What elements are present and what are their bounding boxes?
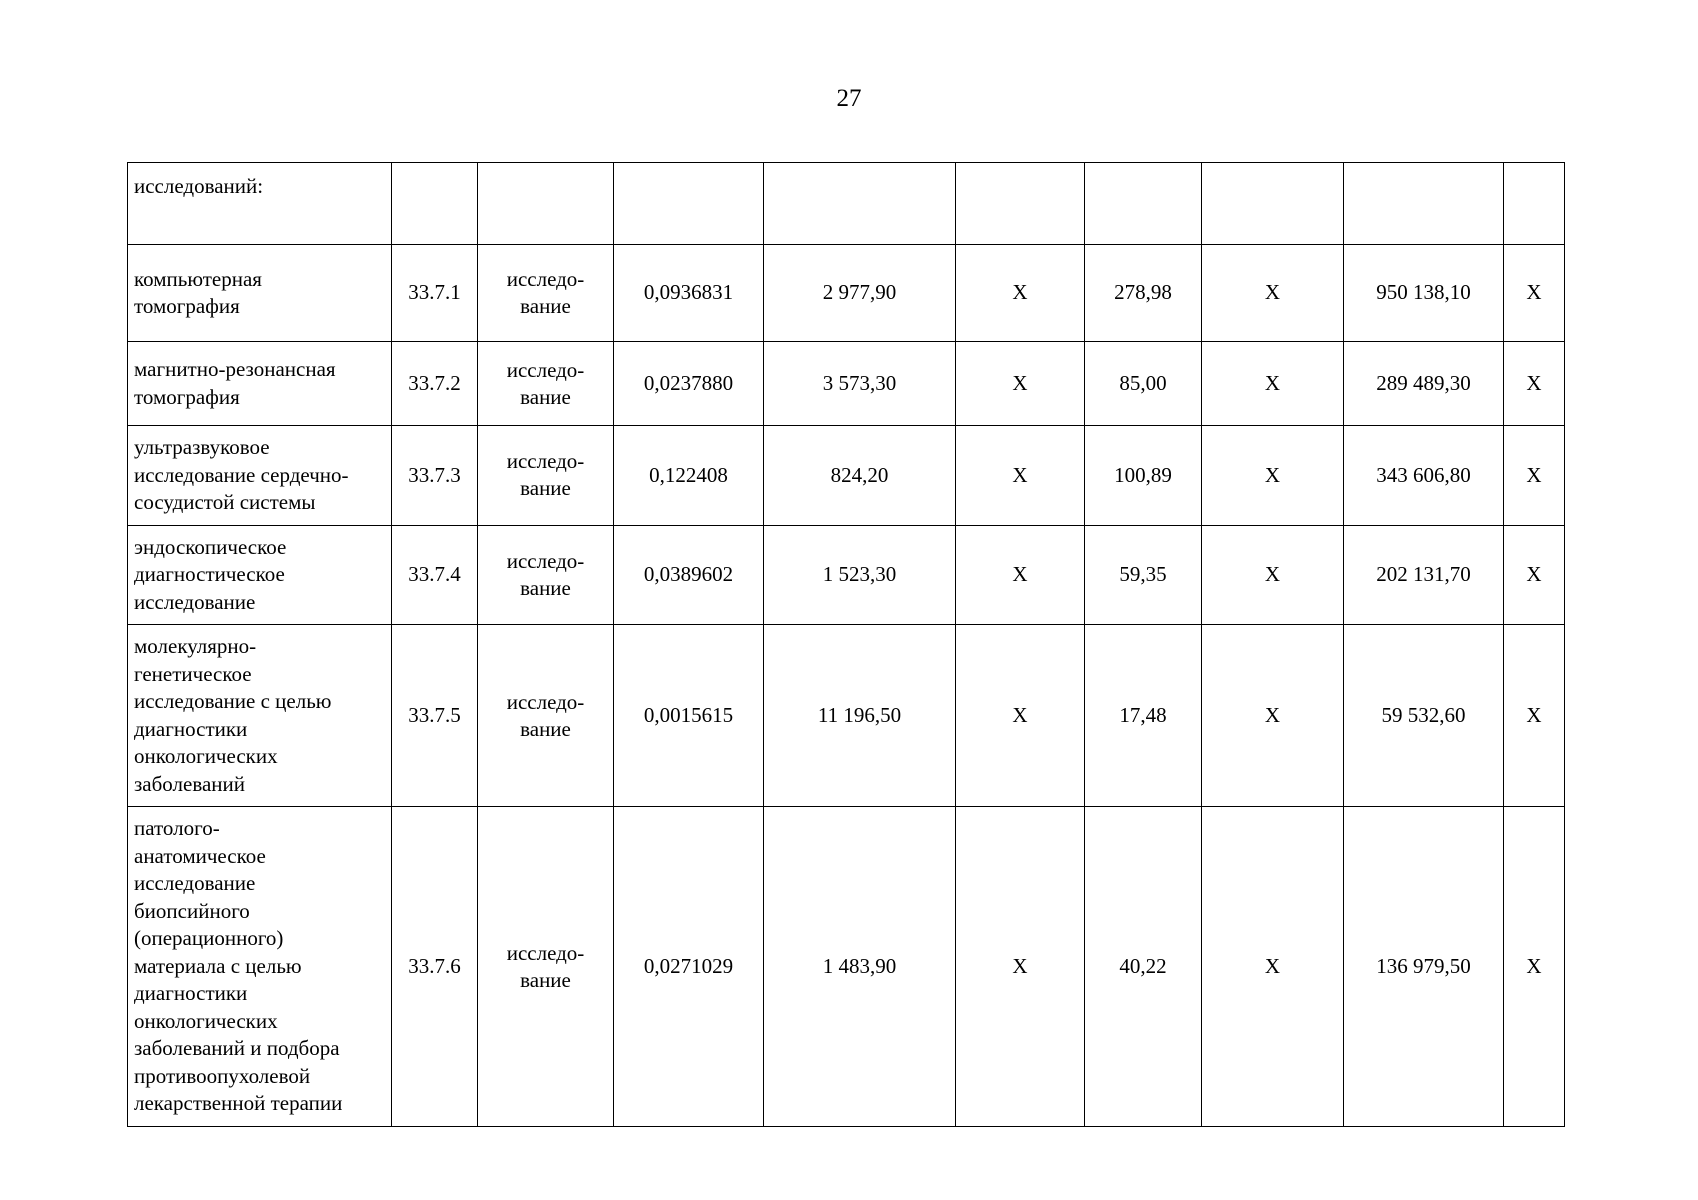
row-name-line: компьютерная xyxy=(134,266,262,291)
row-x-mark-cell: X xyxy=(1202,525,1344,625)
row-total-cell: 289 489,30 xyxy=(1344,342,1504,426)
table-row xyxy=(128,163,1565,245)
row-total-cell: 202 131,70 xyxy=(1344,525,1504,625)
empty-cell xyxy=(956,163,1085,245)
row-unit-cell xyxy=(478,625,614,807)
row-cost-cell: 824,20 xyxy=(764,426,956,526)
row-unit-cell xyxy=(478,426,614,526)
row-cost-cell: 11 196,50 xyxy=(764,625,956,807)
row-name-line: анатомическое xyxy=(134,843,266,868)
row-name-line: исследование с целью xyxy=(134,689,332,713)
row-total-cell: 136 979,50 xyxy=(1344,807,1504,1127)
row-x-mark-cell: X xyxy=(1504,807,1565,1127)
row-name-line: противоопухолевой xyxy=(134,1063,311,1088)
row-unit-line: исследо- xyxy=(506,940,585,965)
row-name-line: магнитно-резонансная xyxy=(134,357,336,381)
row-name-line: патолого- xyxy=(134,816,220,841)
row-code-cell: 33.7.2 xyxy=(392,342,478,426)
row-name-line: эндоскопическое xyxy=(134,534,287,559)
row-unit-line: вание xyxy=(520,384,571,409)
row-name-line: исследование сердечно- xyxy=(134,462,349,487)
row-unit-line: вание xyxy=(520,294,571,318)
row-unit-line: вание xyxy=(520,476,571,501)
row-code-cell: 33.7.5 xyxy=(392,625,478,807)
row-name-line: биопсийного xyxy=(134,898,250,923)
row-name-cell xyxy=(128,342,392,426)
table-row xyxy=(128,525,1565,625)
row-x-mark-cell: X xyxy=(956,807,1085,1127)
row-x-mark-cell: X xyxy=(956,342,1085,426)
row-norm-cell: 0,0389602 xyxy=(614,525,764,625)
table-row xyxy=(128,342,1565,426)
table-row xyxy=(128,625,1565,807)
empty-cell xyxy=(1085,163,1202,245)
row-total-cell: 59 532,60 xyxy=(1344,625,1504,807)
row-norm-cell: 0,122408 xyxy=(614,426,764,526)
row-norm-cell: 0,0015615 xyxy=(614,625,764,807)
row-name-cell xyxy=(128,807,392,1127)
row-x-mark-cell: X xyxy=(1202,342,1344,426)
row-unit-line: исследо- xyxy=(506,449,585,474)
row-name-line: диагностическое xyxy=(134,562,285,586)
empty-cell xyxy=(1504,163,1565,245)
row-unit-line: вание xyxy=(520,967,571,992)
row-code-cell: 33.7.4 xyxy=(392,525,478,625)
row-name-cell xyxy=(128,245,392,342)
row-per-capita-cell: 40,22 xyxy=(1085,807,1202,1127)
row-name-line: молекулярно- xyxy=(134,634,257,658)
row-total-cell: 343 606,80 xyxy=(1344,426,1504,526)
table-row xyxy=(128,807,1565,1127)
row-x-mark-cell: X xyxy=(1202,625,1344,807)
row-x-mark-cell: X xyxy=(956,625,1085,807)
tariff-table xyxy=(127,162,1565,1127)
row-code-cell: 33.7.3 xyxy=(392,426,478,526)
row-unit-line: исследо- xyxy=(506,548,585,573)
row-name-line: онкологических xyxy=(134,744,278,768)
row-name-line: материала с целью xyxy=(134,953,302,978)
row-per-capita-cell: 100,89 xyxy=(1085,426,1202,526)
row-name-line: диагностики xyxy=(134,981,248,1006)
row-norm-cell: 0,0237880 xyxy=(614,342,764,426)
table-row xyxy=(128,426,1565,526)
row-name-line: томография xyxy=(134,294,240,318)
row-per-capita-cell: 17,48 xyxy=(1085,625,1202,807)
row-x-mark-cell: X xyxy=(956,245,1085,342)
row-x-mark-cell: X xyxy=(956,426,1085,526)
table-row xyxy=(128,245,1565,342)
row-name-line: томография xyxy=(134,384,240,409)
row-x-mark-cell: X xyxy=(956,525,1085,625)
empty-cell xyxy=(1202,163,1344,245)
empty-cell xyxy=(1344,163,1504,245)
row-unit-line: исследо- xyxy=(506,357,585,382)
row-name-line: ультразвуковое xyxy=(134,435,270,459)
row-unit-line: исследо- xyxy=(506,689,585,714)
row-code-cell: 33.7.1 xyxy=(392,245,478,342)
row-name-line: исследование xyxy=(134,589,256,614)
row-per-capita-cell: 85,00 xyxy=(1085,342,1202,426)
row-cost-cell: 3 573,30 xyxy=(764,342,956,426)
row-name-line: онкологических xyxy=(134,1008,278,1033)
row-total-cell: 950 138,10 xyxy=(1344,245,1504,342)
row-unit-cell xyxy=(478,245,614,342)
empty-cell xyxy=(478,163,614,245)
row-name-cell xyxy=(128,525,392,625)
row-name-line: исследование xyxy=(134,871,256,896)
row-name-line: заболеваний xyxy=(134,771,245,796)
row-x-mark-cell: X xyxy=(1202,245,1344,342)
row-cost-cell: 1 483,90 xyxy=(764,807,956,1127)
row-norm-cell: 0,0936831 xyxy=(614,245,764,342)
row-norm-cell: 0,0271029 xyxy=(614,807,764,1127)
row-unit-line: вание xyxy=(520,716,571,741)
row-x-mark-cell: X xyxy=(1202,426,1344,526)
row-unit-line: исследо- xyxy=(506,267,585,291)
row-x-mark-cell: X xyxy=(1504,426,1565,526)
page-number: 27 xyxy=(836,85,862,112)
row-x-mark-cell: X xyxy=(1202,807,1344,1127)
row-x-mark-cell: X xyxy=(1504,625,1565,807)
row-name-cell xyxy=(128,426,392,526)
row-name-line: генетическое xyxy=(134,661,252,686)
row-per-capita-cell: 278,98 xyxy=(1085,245,1202,342)
row-name-line: сосудистой системы xyxy=(134,490,316,514)
row-x-mark-cell: X xyxy=(1504,342,1565,426)
row-name-line: диагностики xyxy=(134,716,248,741)
row-unit-cell xyxy=(478,342,614,426)
empty-cell xyxy=(764,163,956,245)
empty-cell xyxy=(614,163,764,245)
row-x-mark-cell: X xyxy=(1504,525,1565,625)
row-unit-cell xyxy=(478,807,614,1127)
row-cost-cell: 1 523,30 xyxy=(764,525,956,625)
row-name-cell: исследований: xyxy=(128,163,392,245)
row-unit-line: вание xyxy=(520,575,571,600)
row-name-cell xyxy=(128,625,392,807)
row-name-line: заболеваний и подбора xyxy=(134,1036,340,1061)
empty-cell xyxy=(392,163,478,245)
row-x-mark-cell: X xyxy=(1504,245,1565,342)
row-per-capita-cell: 59,35 xyxy=(1085,525,1202,625)
row-cost-cell: 2 977,90 xyxy=(764,245,956,342)
row-unit-cell xyxy=(478,525,614,625)
row-name-line: лекарственной терапии xyxy=(134,1091,343,1116)
row-code-cell: 33.7.6 xyxy=(392,807,478,1127)
row-name-line: (операционного) xyxy=(134,926,284,951)
